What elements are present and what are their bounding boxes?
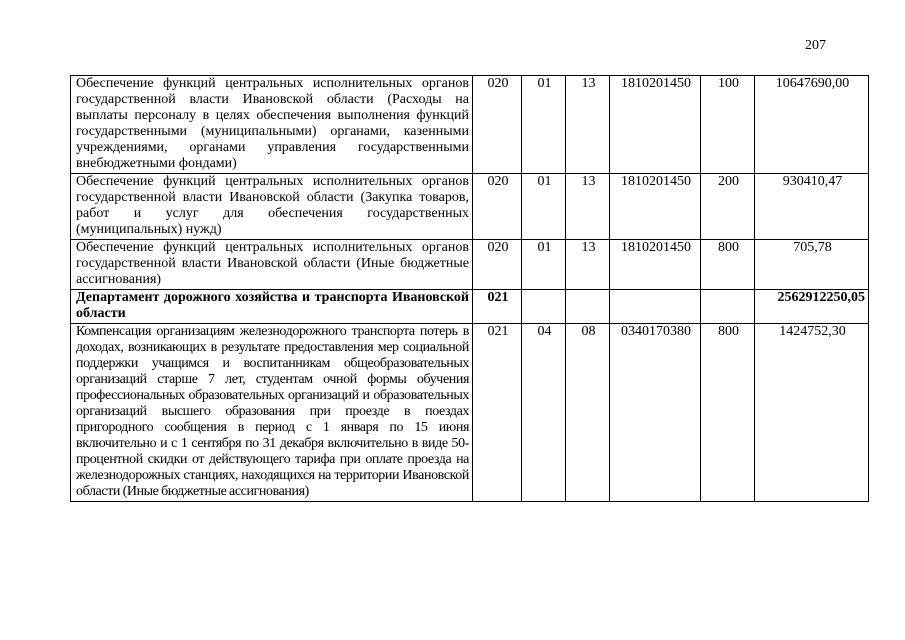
table-row [71,324,869,502]
target-article-code: 0340170380 [610,324,701,502]
target-article-code: 1810201450 [610,174,701,240]
amount: 1424752,30 [755,324,869,502]
row-name: Обеспечение функций центральных исполнительных органов государственной власти Ивановской области (Закупка товаров, работ и услуг для обеспечения государственных (муниципальных) нужд) [71,174,473,240]
amount: 10647690,00 [755,76,869,174]
department-total-amount: 2562912250,05 [755,290,869,324]
razdel-code: 01 [522,76,566,174]
amount: 705,78 [755,240,869,290]
razdel-code: 01 [522,240,566,290]
podrazdel-code [566,290,610,324]
table-row [71,174,869,240]
podrazdel-code: 13 [566,76,610,174]
row-name: Обеспечение функций центральных исполнительных органов государственной власти Ивановской области (Расходы на выплаты персоналу в целях обеспечения выполнения функций государственными (муниципальными) органами, казенными учреждениями, органами управления государственными внебюджетными фондами) [71,76,473,174]
table-row-department [71,290,869,324]
target-article-code: 1810201450 [610,76,701,174]
expense-type-code: 800 [701,240,755,290]
razdel-code [522,290,566,324]
ved-code: 020 [473,174,522,240]
page-number: 207 [805,38,826,53]
ved-code: 020 [473,240,522,290]
target-article-code [610,290,701,324]
department-name: Департамент дорожного хозяйства и транспорта Ивановской области [71,290,473,324]
table-row [71,240,869,290]
podrazdel-code: 08 [566,324,610,502]
razdel-code: 01 [522,174,566,240]
expense-type-code [701,290,755,324]
razdel-code: 04 [522,324,566,502]
budget-table [70,75,869,502]
podrazdel-code: 13 [566,174,610,240]
table-row [71,76,869,174]
expense-type-code: 200 [701,174,755,240]
expense-type-code: 100 [701,76,755,174]
row-name: Компенсация организациям железнодорожного транспорта потерь в доходах, возникающих в результате предоставления мер социальной поддержки учащимся и воспитанникам общеобразовательных организаций старше 7 лет, студентам очной формы обучения профессиональных образовательных организаций и образовательных организаций высшего образования при проезде в поездах пригородного сообщения в период с 1 января по 15 июня включительно и с 1 сентября по 31 декабря включительно в виде 50-процентной скидки от действующего тарифа при оплате проезда на железнодорожных станциях, находящихся на территории Ивановской области (Иные бюджетные ассигнования) [71,324,473,502]
podrazdel-code: 13 [566,240,610,290]
amount: 930410,47 [755,174,869,240]
expense-type-code: 800 [701,324,755,502]
ved-code: 021 [473,290,522,324]
ved-code: 021 [473,324,522,502]
ved-code: 020 [473,76,522,174]
target-article-code: 1810201450 [610,240,701,290]
row-name: Обеспечение функций центральных исполнительных органов государственной власти Ивановской области (Иные бюджетные ассигнования) [71,240,473,290]
